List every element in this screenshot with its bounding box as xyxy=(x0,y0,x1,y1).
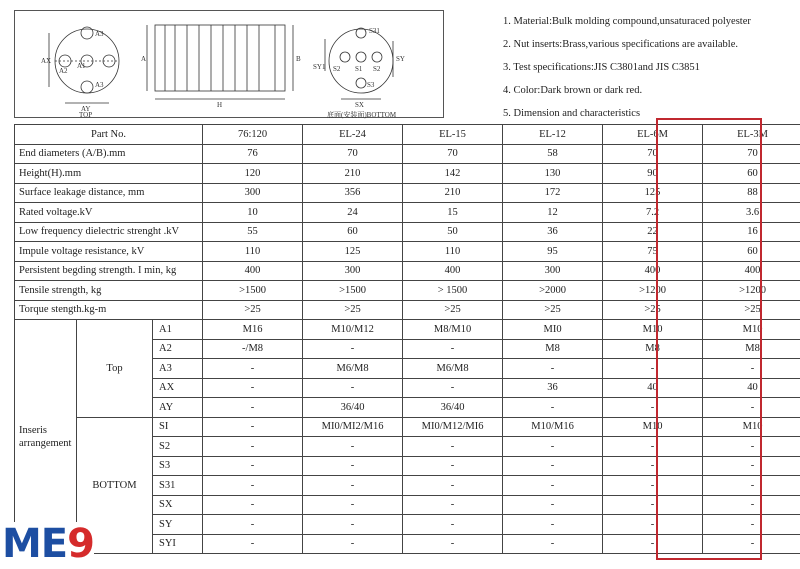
table-cell: M10/M12 xyxy=(303,320,403,340)
row-label: Impule voltage resistance, kV xyxy=(15,242,203,262)
table-cell: - xyxy=(603,476,703,496)
table-cell: >25 xyxy=(503,300,603,320)
table-cell: - xyxy=(503,359,603,379)
label-ay: AY xyxy=(81,105,91,113)
table-cell: MI0/MI2/M16 xyxy=(303,417,403,437)
technical-drawing xyxy=(14,10,444,118)
label-s2-right: S2 xyxy=(373,65,381,73)
header-model: EL-24 xyxy=(303,125,403,145)
table-cell: 400 xyxy=(203,261,303,281)
table-cell: M16 xyxy=(203,320,303,340)
table-cell: - xyxy=(303,476,403,496)
table-cell: - xyxy=(703,398,800,418)
table-cell: M6/M8 xyxy=(403,359,503,379)
table-cell: 50 xyxy=(403,222,503,242)
table-cell: >25 xyxy=(703,300,800,320)
table-row xyxy=(15,261,800,281)
table-cell: >1500 xyxy=(303,281,403,301)
logo-nine: 9 xyxy=(67,521,94,567)
table-cell: - xyxy=(603,437,703,457)
table-cell: 16 xyxy=(703,222,800,242)
table-cell: - xyxy=(303,378,403,398)
table-row xyxy=(15,222,800,242)
table-cell: 55 xyxy=(203,222,303,242)
table-cell: - xyxy=(203,417,303,437)
table-row xyxy=(15,320,800,340)
table-cell: 400 xyxy=(603,261,703,281)
label-sy1: SY1 xyxy=(313,63,326,71)
table-row xyxy=(15,281,800,301)
table-cell: - xyxy=(603,398,703,418)
table-row xyxy=(15,164,800,184)
table-cell: >1500 xyxy=(203,281,303,301)
insert-key: SYI xyxy=(153,534,203,554)
table-cell: - xyxy=(303,456,403,476)
table-cell: - xyxy=(203,398,303,418)
table-cell: - xyxy=(703,534,800,554)
table-cell: 125 xyxy=(603,183,703,203)
table-cell: - xyxy=(203,495,303,515)
row-label: Torque stength.kg-m xyxy=(15,300,203,320)
table-cell: 210 xyxy=(303,164,403,184)
label-s1: S1 xyxy=(355,65,363,73)
header-model: EL-3M xyxy=(703,125,800,145)
label-a1: A1 xyxy=(77,62,86,70)
table-cell: 10 xyxy=(203,203,303,223)
table-row xyxy=(15,242,800,262)
table-cell: 36 xyxy=(503,378,603,398)
table-cell: - xyxy=(603,515,703,535)
table-cell: >2000 xyxy=(503,281,603,301)
insert-key: S2 xyxy=(153,437,203,457)
note-item: 2. Nut inserts:Brass,various specifications are available. xyxy=(503,39,739,50)
table-cell: - xyxy=(703,437,800,457)
table-cell: - xyxy=(703,495,800,515)
table-cell: >25 xyxy=(303,300,403,320)
table-cell: M10 xyxy=(603,320,703,340)
table-cell: > 1500 xyxy=(403,281,503,301)
table-cell: - xyxy=(303,515,403,535)
table-cell: - xyxy=(503,515,603,535)
table-cell: 120 xyxy=(203,164,303,184)
table-cell: - xyxy=(403,378,503,398)
insert-key: S31 xyxy=(153,476,203,496)
table-row xyxy=(15,203,800,223)
insert-key: S3 xyxy=(153,456,203,476)
table-cell: - xyxy=(503,476,603,496)
table-cell: - xyxy=(403,534,503,554)
table-cell: - xyxy=(203,359,303,379)
row-label: Persistent begding strength. I min, kg xyxy=(15,261,203,281)
table-cell: 60 xyxy=(703,164,800,184)
table-cell: - xyxy=(203,534,303,554)
table-cell: 7.2 xyxy=(603,203,703,223)
table-cell: >1200 xyxy=(603,281,703,301)
header-model: EL-6M xyxy=(603,125,703,145)
table-cell: >1200 xyxy=(703,281,800,301)
table-cell: 15 xyxy=(403,203,503,223)
label-sx: SX xyxy=(355,101,364,109)
table-cell: M6/M8 xyxy=(303,359,403,379)
table-cell: - xyxy=(603,534,703,554)
table-cell: 70 xyxy=(303,144,403,164)
table-cell: - xyxy=(503,398,603,418)
table-cell: 125 xyxy=(303,242,403,262)
table-cell: 400 xyxy=(703,261,800,281)
bottom-view xyxy=(325,28,393,99)
table-cell: - xyxy=(603,359,703,379)
logo-me: ME xyxy=(2,521,68,567)
insulator-diagram xyxy=(15,11,445,119)
table-cell: 172 xyxy=(503,183,603,203)
table-cell: - xyxy=(403,495,503,515)
table-cell: - xyxy=(703,515,800,535)
table-cell: 70 xyxy=(403,144,503,164)
table-cell: - xyxy=(203,515,303,535)
row-label: Surface leakage distance, mm xyxy=(15,183,203,203)
header-model: 76:120 xyxy=(203,125,303,145)
table-cell: M10/M16 xyxy=(503,417,603,437)
table-cell: - xyxy=(203,437,303,457)
table-cell: 40 xyxy=(703,378,800,398)
table-cell: 130 xyxy=(503,164,603,184)
table-cell: >25 xyxy=(403,300,503,320)
table-cell: 40 xyxy=(603,378,703,398)
label-s31: S31 xyxy=(369,27,380,35)
table-cell: MI0 xyxy=(503,320,603,340)
table-cell: - xyxy=(203,456,303,476)
table-cell: 70 xyxy=(703,144,800,164)
row-label: End diameters (A/B).mm xyxy=(15,144,203,164)
header-model: EL-15 xyxy=(403,125,503,145)
insert-key: A3 xyxy=(153,359,203,379)
table-cell: 22 xyxy=(603,222,703,242)
label-a3-lower: A3 xyxy=(95,81,104,89)
table-cell: M8 xyxy=(603,339,703,359)
table-cell: 3.6 xyxy=(703,203,800,223)
table-cell: - xyxy=(403,476,503,496)
table-cell: 36/40 xyxy=(403,398,503,418)
table-cell: 142 xyxy=(403,164,503,184)
insert-key: SY xyxy=(153,515,203,535)
table-cell: 36/40 xyxy=(303,398,403,418)
table-cell: 58 xyxy=(503,144,603,164)
header-part-no: Part No. xyxy=(15,125,203,145)
table-cell: M10 xyxy=(603,417,703,437)
row-label: Tensile strength, kg xyxy=(15,281,203,301)
label-s3: S3 xyxy=(367,81,375,89)
table-cell: - xyxy=(603,495,703,515)
table-cell: M8 xyxy=(503,339,603,359)
table-cell: 60 xyxy=(703,242,800,262)
table-cell: - xyxy=(703,456,800,476)
insert-key: AY xyxy=(153,398,203,418)
table-cell: 70 xyxy=(603,144,703,164)
table-cell: -/M8 xyxy=(203,339,303,359)
bottom-group-label: BOTTOM xyxy=(77,417,153,554)
row-label: Height(H).mm xyxy=(15,164,203,184)
top-caption: TOP xyxy=(79,111,93,119)
row-label: Rated voltage.kV xyxy=(15,203,203,223)
table-cell: 24 xyxy=(303,203,403,223)
label-h: H xyxy=(217,101,223,109)
table-cell: 95 xyxy=(503,242,603,262)
label-ax: AX xyxy=(41,57,52,65)
table-cell: M8 xyxy=(703,339,800,359)
table-row xyxy=(15,144,800,164)
table-cell: 12 xyxy=(503,203,603,223)
label-a: A xyxy=(141,55,147,63)
top-group-label: Top xyxy=(77,320,153,418)
table-cell: - xyxy=(503,534,603,554)
table-cell: M8/M10 xyxy=(403,320,503,340)
me9-logo xyxy=(2,522,94,566)
table-cell: 300 xyxy=(303,261,403,281)
table-cell: 400 xyxy=(403,261,503,281)
table-cell: - xyxy=(403,437,503,457)
note-item: 4. Color:Dark brown or dark red. xyxy=(503,85,643,96)
table-cell: - xyxy=(703,359,800,379)
table-cell: - xyxy=(403,339,503,359)
table-cell: - xyxy=(303,437,403,457)
table-cell: 210 xyxy=(403,183,503,203)
table-cell: 300 xyxy=(503,261,603,281)
table-cell: M10 xyxy=(703,320,800,340)
table-cell: - xyxy=(503,495,603,515)
note-item: 5. Dimension and characteristics xyxy=(503,108,641,119)
table-cell: 76 xyxy=(203,144,303,164)
table-cell: >25 xyxy=(203,300,303,320)
table-cell: 36 xyxy=(503,222,603,242)
table-cell: - xyxy=(303,339,403,359)
table-cell: 356 xyxy=(303,183,403,203)
label-s2-left: S2 xyxy=(333,65,341,73)
row-label: Low frequency dielectric strenght .kV xyxy=(15,222,203,242)
table-cell: - xyxy=(503,437,603,457)
spec-table xyxy=(14,124,800,554)
table-cell: - xyxy=(203,378,303,398)
insert-key: A2 xyxy=(153,339,203,359)
table-cell: M10 xyxy=(703,417,800,437)
table-cell: - xyxy=(303,495,403,515)
table-cell: - xyxy=(403,456,503,476)
table-cell: - xyxy=(703,476,800,496)
label-b: B xyxy=(296,55,301,63)
note-item: 3. Test specifications:JIS C3801and JIS C3851 xyxy=(503,62,700,73)
table-cell: 110 xyxy=(203,242,303,262)
table-cell: 88 xyxy=(703,183,800,203)
table-row xyxy=(15,300,800,320)
table-cell: 300 xyxy=(203,183,303,203)
table-cell: - xyxy=(603,456,703,476)
table-cell: - xyxy=(203,476,303,496)
bottom-caption: 底面(安装面)BOTTOM xyxy=(327,111,397,119)
insert-key: A1 xyxy=(153,320,203,340)
insert-key: AX xyxy=(153,378,203,398)
insert-key: SX xyxy=(153,495,203,515)
label-a3-upper: A3 xyxy=(95,30,104,38)
table-cell: >25 xyxy=(603,300,703,320)
table-cell: 90 xyxy=(603,164,703,184)
table-cell: - xyxy=(303,534,403,554)
side-view xyxy=(147,25,293,99)
table-row xyxy=(15,417,800,437)
table-row xyxy=(15,183,800,203)
table-cell: - xyxy=(403,515,503,535)
table-header-row xyxy=(15,125,800,145)
spec-notes xyxy=(503,10,798,125)
table-cell: - xyxy=(503,456,603,476)
table-cell: 75 xyxy=(603,242,703,262)
insert-group-label: Inseris arrangement xyxy=(15,320,77,554)
table-cell: 60 xyxy=(303,222,403,242)
header-model: EL-12 xyxy=(503,125,603,145)
label-a2: A2 xyxy=(59,67,68,75)
note-item: 1. Material:Bulk molding compound,unsaturaced polyester xyxy=(503,16,751,27)
table-cell: 110 xyxy=(403,242,503,262)
label-sy: SY xyxy=(396,55,405,63)
table-cell: MI0/M12/MI6 xyxy=(403,417,503,437)
insert-key: SI xyxy=(153,417,203,437)
